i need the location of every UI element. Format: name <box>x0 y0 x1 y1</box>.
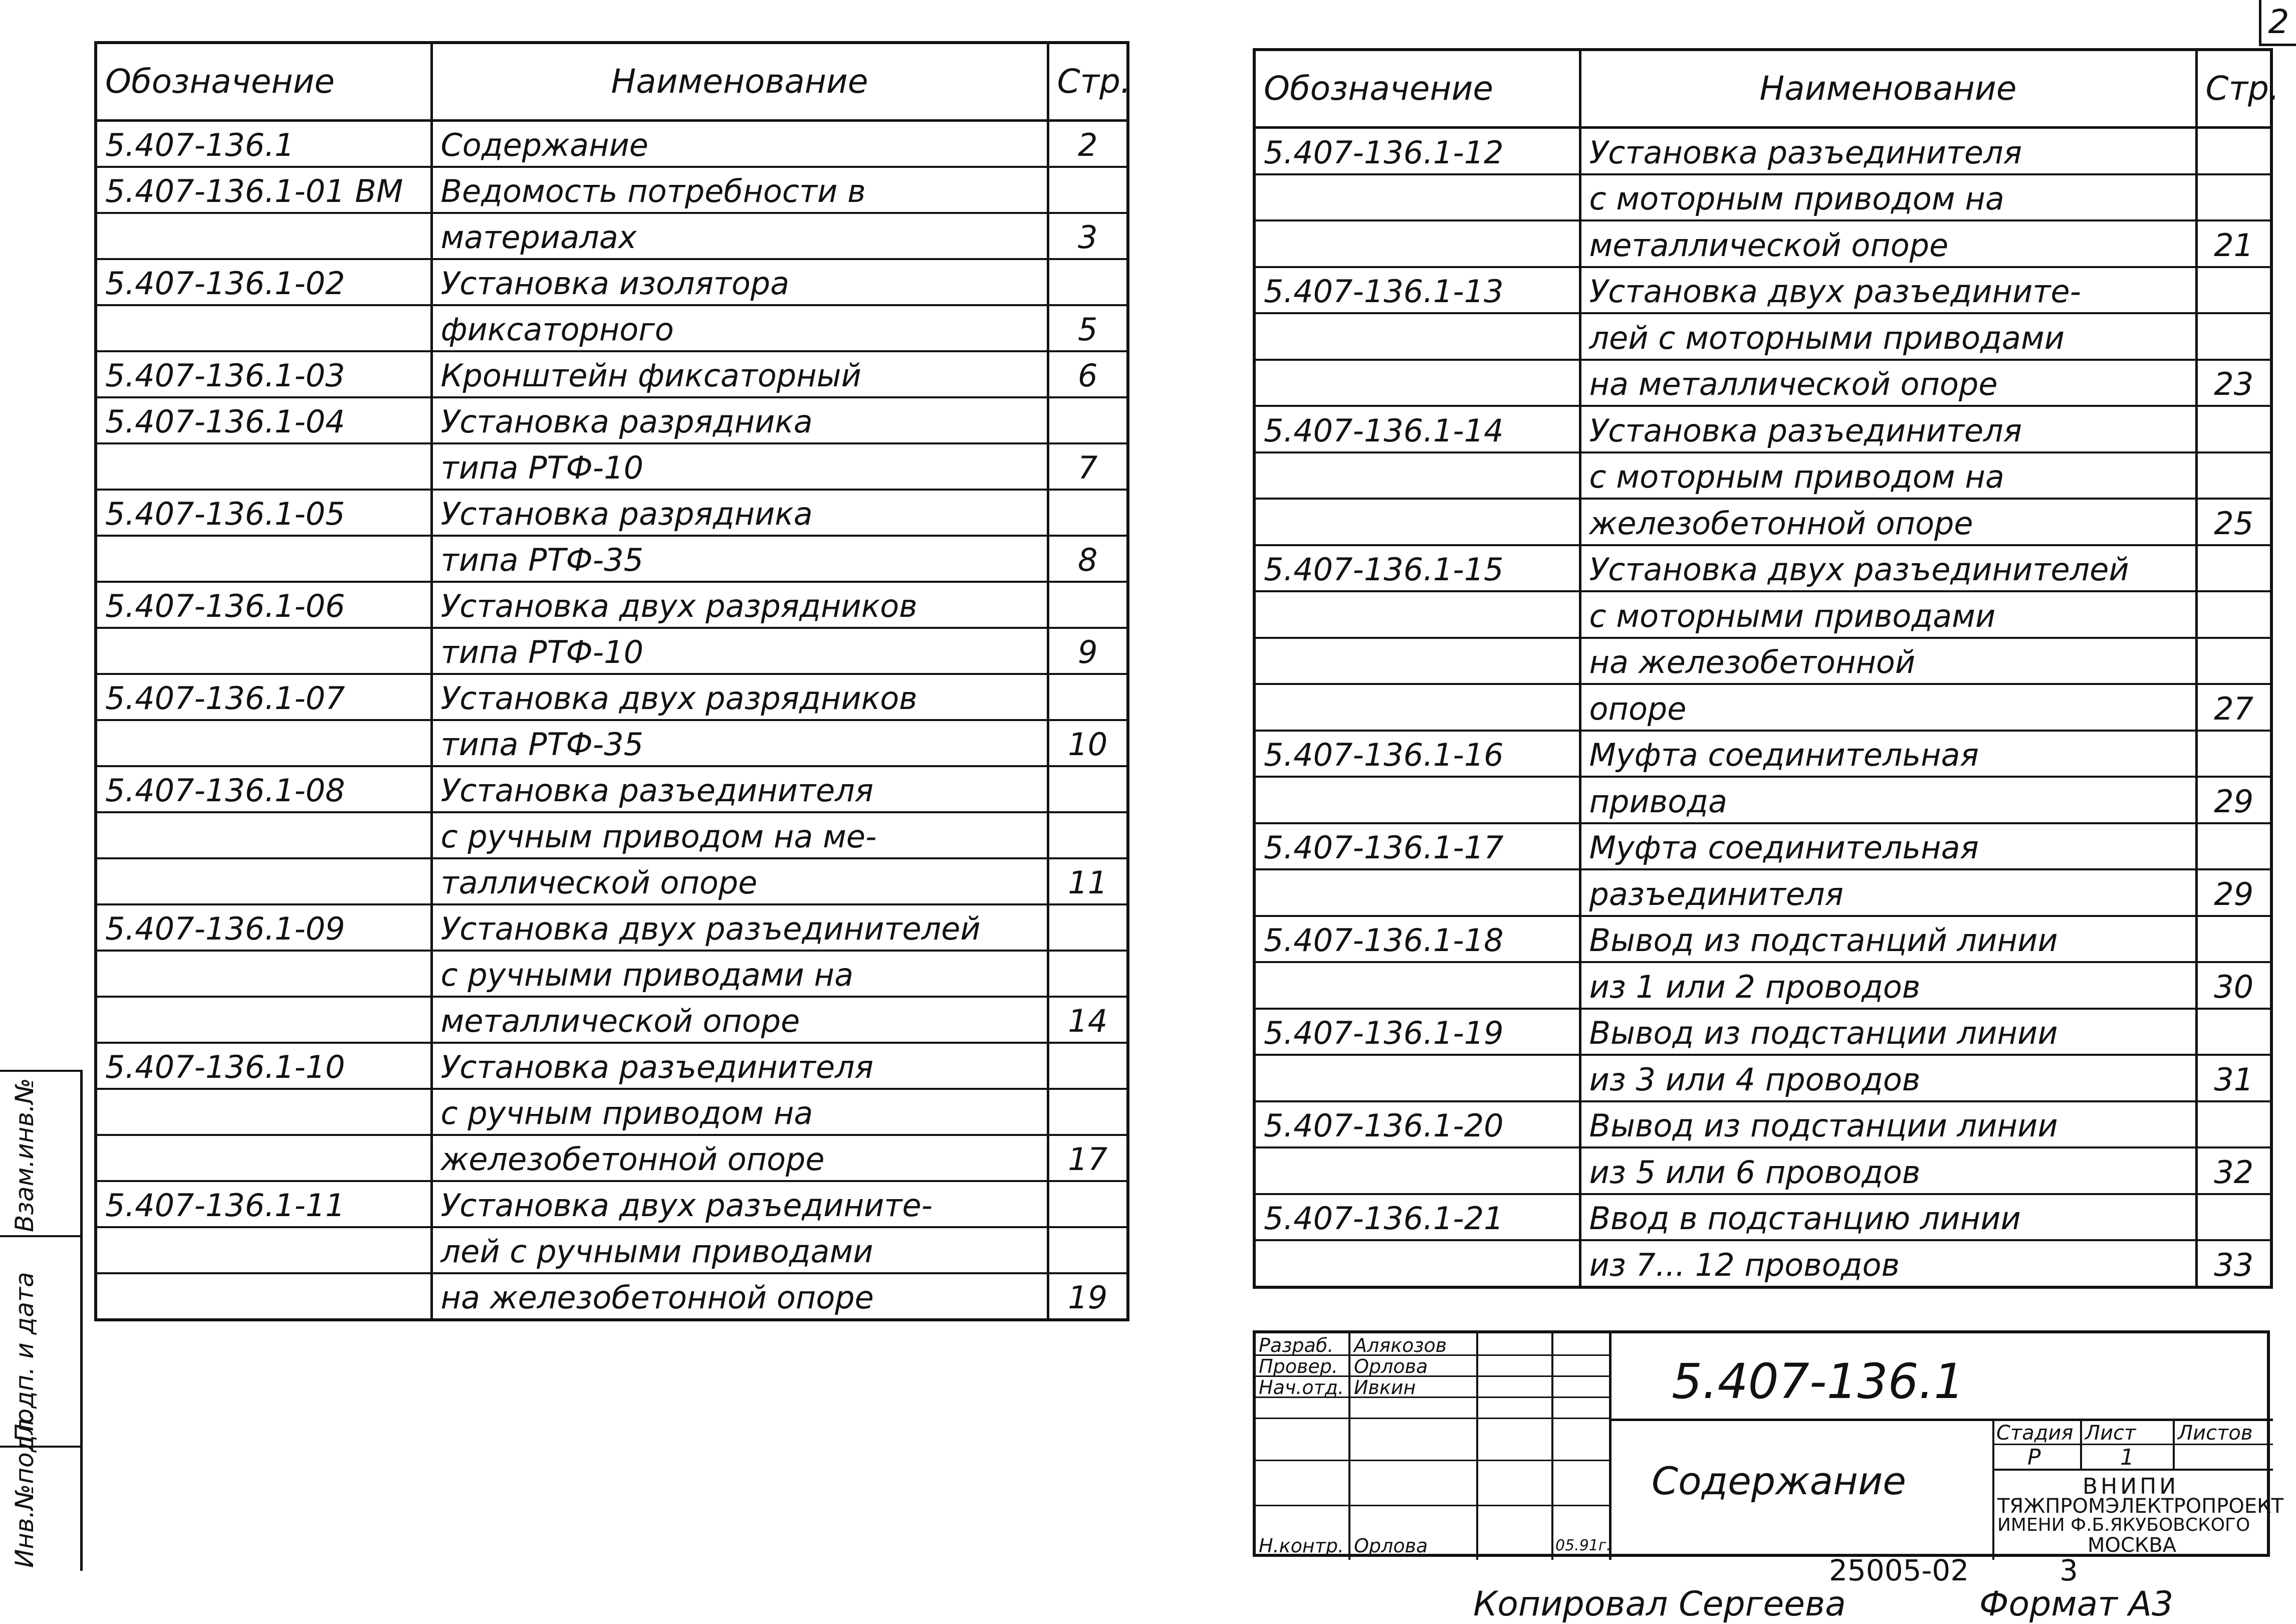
row-name: Установка двух разрядников <box>431 674 1048 720</box>
stamp-person: Орлова <box>1354 1535 1428 1557</box>
row-page <box>2196 174 2271 221</box>
table-row <box>1254 1055 2271 1101</box>
row-page: 11 <box>1048 858 1128 904</box>
row-page <box>1048 397 1128 443</box>
row-code <box>96 951 431 997</box>
row-name: с ручными приводами на <box>431 951 1048 997</box>
org-line-4: МОСКВА <box>2088 1534 2177 1557</box>
row-code <box>96 536 431 582</box>
table-row <box>96 997 1128 1043</box>
stamp-role: Н.контр. <box>1259 1535 1344 1557</box>
row-page <box>2196 916 2271 963</box>
row-code <box>1254 962 1580 1009</box>
row-name: Установка разрядника <box>431 397 1048 443</box>
row-name: металлической опоре <box>431 997 1048 1043</box>
stamp-person: Алякозов <box>1354 1334 1447 1356</box>
row-code: 5.407-136.1-01 ВМ <box>96 167 431 213</box>
row-page <box>1048 582 1128 628</box>
row-page: 9 <box>1048 628 1128 674</box>
table-row <box>1254 452 2271 499</box>
row-page: 7 <box>1048 443 1128 490</box>
row-name: таллической опоре <box>431 858 1048 904</box>
row-code: 5.407-136.1-02 <box>96 259 431 305</box>
row-code: 5.407-136.1-09 <box>96 904 431 951</box>
row-code: 5.407-136.1-15 <box>1254 545 1580 592</box>
table-row <box>96 305 1128 351</box>
stamp-role: Разраб. <box>1259 1334 1334 1356</box>
row-page <box>1048 951 1128 997</box>
row-name: Вывод из подстанций линии <box>1580 916 2196 963</box>
row-page <box>2196 1194 2271 1241</box>
row-page <box>1048 812 1128 858</box>
stamp-role: Нач.отд. <box>1259 1376 1344 1399</box>
row-page: 3 <box>1048 213 1128 259</box>
row-page: 8 <box>1048 536 1128 582</box>
row-code: 5.407-136.1-05 <box>96 490 431 536</box>
row-page <box>2196 313 2271 360</box>
row-page <box>1048 674 1128 720</box>
table-row <box>1254 684 2271 731</box>
row-code <box>96 1135 431 1181</box>
row-name: Вывод из подстанции линии <box>1580 1009 2196 1055</box>
doc-code: 25005-02 <box>1829 1553 1969 1587</box>
row-page: 14 <box>1048 997 1128 1043</box>
sheet-header: Лист <box>2085 1422 2136 1445</box>
sheet-number: 2 <box>2259 0 2296 46</box>
header-name: Наименование <box>431 43 1048 121</box>
row-name: Ввод в подстанцию линии <box>1580 1194 2196 1241</box>
table-row <box>1254 128 2271 174</box>
row-name: с ручным приводом на <box>431 1089 1048 1135</box>
row-name: Установка разъединителя <box>1580 128 2196 174</box>
row-name: на железобетонной опоре <box>431 1273 1048 1320</box>
table-row <box>1254 638 2271 684</box>
row-code <box>96 1089 431 1135</box>
row-page: 17 <box>1048 1135 1128 1181</box>
row-name: Установка разъединителя <box>1580 406 2196 452</box>
row-name: железобетонной опоре <box>431 1135 1048 1181</box>
row-name: типа РТФ-35 <box>431 720 1048 766</box>
row-page: 2 <box>1048 121 1128 167</box>
row-name: Установка разрядника <box>431 490 1048 536</box>
row-code <box>1254 452 1580 499</box>
row-code: 5.407-136.1-13 <box>1254 267 1580 314</box>
table-row <box>96 1181 1128 1227</box>
row-name: Установка двух разъедините- <box>431 1181 1048 1227</box>
row-page: 23 <box>2196 360 2271 406</box>
row-name: Муфта соединительная <box>1580 731 2196 777</box>
row-code: 5.407-136.1-21 <box>1254 1194 1580 1241</box>
row-name: из 1 или 2 проводов <box>1580 962 2196 1009</box>
table-row <box>96 904 1128 951</box>
row-name: на железобетонной <box>1580 638 2196 684</box>
row-code <box>96 858 431 904</box>
row-name: опоре <box>1580 684 2196 731</box>
row-code <box>96 443 431 490</box>
row-page <box>2196 731 2271 777</box>
row-page <box>2196 1101 2271 1148</box>
binding-strip <box>0 1070 83 1571</box>
row-name: металлической опоре <box>1580 220 2196 267</box>
paper-format: Формат А3 <box>1979 1584 2174 1624</box>
row-page: 27 <box>2196 684 2271 731</box>
row-name: лей с моторными приводами <box>1580 313 2196 360</box>
table-row <box>96 1043 1128 1089</box>
table-row <box>1254 916 2271 963</box>
row-name: Муфта соединительная <box>1580 823 2196 870</box>
header-code: Обозначение <box>1254 50 1580 128</box>
row-code: 5.407-136.1-08 <box>96 766 431 812</box>
row-page <box>1048 490 1128 536</box>
org-line-1: ВНИПИ <box>2083 1474 2179 1499</box>
row-code <box>96 628 431 674</box>
org-line-3: ИМЕНИ Ф.Б.ЯКУБОВСКОГО <box>1997 1515 2250 1535</box>
sheet-title: Содержание <box>1652 1459 1906 1503</box>
row-page: 29 <box>2196 869 2271 916</box>
sidebar-cell-inventory <box>0 1411 80 1571</box>
header-page: Стр. <box>1048 43 1128 121</box>
table-row <box>96 121 1128 167</box>
table-row <box>1254 962 2271 1009</box>
row-page: 10 <box>1048 720 1128 766</box>
table-header <box>1254 50 2271 128</box>
stamp-person: Ивкин <box>1354 1376 1416 1399</box>
row-code: 5.407-136.1-04 <box>96 397 431 443</box>
row-name: привода <box>1580 777 2196 823</box>
table-row <box>96 674 1128 720</box>
row-page <box>2196 406 2271 452</box>
row-page: 29 <box>2196 777 2271 823</box>
table-row <box>1254 499 2271 545</box>
table-row <box>1254 1194 2271 1241</box>
row-code: 5.407-136.1-16 <box>1254 731 1580 777</box>
row-code <box>96 1227 431 1273</box>
row-name: материалах <box>431 213 1048 259</box>
table-row <box>1254 777 2271 823</box>
table-row <box>96 490 1128 536</box>
table-row <box>1254 1101 2271 1148</box>
row-code: 5.407-136.1-17 <box>1254 823 1580 870</box>
row-name: Установка разъединителя <box>431 766 1048 812</box>
row-code: 5.407-136.1-10 <box>96 1043 431 1089</box>
table-row <box>1254 220 2271 267</box>
row-page <box>1048 1227 1128 1273</box>
row-code: 5.407-136.1 <box>96 121 431 167</box>
row-name: Установка двух разрядников <box>431 582 1048 628</box>
row-name: Вывод из подстанции линии <box>1580 1101 2196 1148</box>
table-row <box>1254 174 2271 221</box>
sidebar-cell-replacement <box>0 1070 80 1235</box>
row-page <box>2196 823 2271 870</box>
sidebar-label-signature: Подп. и дата <box>10 1272 39 1443</box>
row-name: из 5 или 6 проводов <box>1580 1147 2196 1194</box>
row-page <box>1048 766 1128 812</box>
table-row <box>96 351 1128 397</box>
table-row <box>96 1273 1128 1320</box>
row-name: Установка изолятора <box>431 259 1048 305</box>
row-page: 25 <box>2196 499 2271 545</box>
table-row <box>96 628 1128 674</box>
contents-table-right <box>1253 48 2279 1289</box>
row-code <box>1254 1147 1580 1194</box>
row-page <box>2196 267 2271 314</box>
row-code: 5.407-136.1-19 <box>1254 1009 1580 1055</box>
table-row <box>1254 545 2271 592</box>
row-name: Установка разъединителя <box>431 1043 1048 1089</box>
row-page <box>2196 638 2271 684</box>
row-code: 5.407-136.1-06 <box>96 582 431 628</box>
row-code: 5.407-136.1-18 <box>1254 916 1580 963</box>
row-name: Установка двух разъединителей <box>1580 545 2196 592</box>
row-code: 5.407-136.1-14 <box>1254 406 1580 452</box>
row-code <box>96 213 431 259</box>
copied-by: Копировал Сергеева <box>1473 1584 1846 1624</box>
row-name: Установка двух разъединителей <box>431 904 1048 951</box>
row-name: лей с ручными приводами <box>431 1227 1048 1273</box>
row-page: 6 <box>1048 351 1128 397</box>
row-name: Ведомость потребности в <box>431 167 1048 213</box>
row-page <box>1048 1043 1128 1089</box>
row-code <box>1254 220 1580 267</box>
row-code <box>1254 1055 1580 1101</box>
row-name: на металлической опоре <box>1580 360 2196 406</box>
row-page: 21 <box>2196 220 2271 267</box>
row-page <box>2196 128 2271 174</box>
row-page: 31 <box>2196 1055 2271 1101</box>
row-name: фиксаторного <box>431 305 1048 351</box>
row-name: типа РТФ-10 <box>431 628 1048 674</box>
stamp-role: Провер. <box>1259 1355 1338 1377</box>
row-name: с моторным приводом на <box>1580 452 2196 499</box>
table-row <box>96 766 1128 812</box>
table-row <box>1254 360 2271 406</box>
table-row <box>1254 869 2271 916</box>
header-name: Наименование <box>1580 50 2196 128</box>
table-row <box>96 812 1128 858</box>
table-row <box>1254 591 2271 638</box>
row-code: 5.407-136.1-20 <box>1254 1101 1580 1148</box>
table-row <box>1254 1009 2271 1055</box>
row-code <box>96 720 431 766</box>
row-name: с моторным приводом на <box>1580 174 2196 221</box>
table-row <box>96 858 1128 904</box>
stage-value: Р <box>2027 1445 2041 1470</box>
row-code <box>96 997 431 1043</box>
table-row <box>1254 823 2271 870</box>
sheets-header: Листов <box>2178 1422 2253 1445</box>
table-row <box>96 167 1128 213</box>
row-page <box>1048 1181 1128 1227</box>
row-page <box>1048 259 1128 305</box>
row-name: разъединителя <box>1580 869 2196 916</box>
row-name: с моторными приводами <box>1580 591 2196 638</box>
row-page: 33 <box>2196 1240 2271 1287</box>
table-row <box>1254 1147 2271 1194</box>
table-row <box>96 720 1128 766</box>
row-page <box>2196 591 2271 638</box>
row-name: из 3 или 4 проводов <box>1580 1055 2196 1101</box>
row-page <box>2196 545 2271 592</box>
doc-code-suffix: 3 <box>2059 1553 2078 1587</box>
row-name: из 7... 12 проводов <box>1580 1240 2196 1287</box>
table-row <box>96 1135 1128 1181</box>
control-date: 05.91г. <box>1555 1537 1612 1554</box>
stage-header: Стадия <box>1996 1422 2074 1445</box>
table-row <box>96 443 1128 490</box>
stamp-person: Орлова <box>1354 1355 1428 1377</box>
org-line-2: ТЯЖПРОМЭЛЕКТРОПРОЕКТ <box>1997 1495 2284 1518</box>
row-code <box>1254 313 1580 360</box>
row-page <box>1048 167 1128 213</box>
row-code: 5.407-136.1-12 <box>1254 128 1580 174</box>
row-name: типа РТФ-10 <box>431 443 1048 490</box>
row-code <box>1254 638 1580 684</box>
sidebar-label-replacement: Взам.инв.№ <box>10 1078 39 1232</box>
row-page: 5 <box>1048 305 1128 351</box>
sidebar-label-inventory: Инв.№подл. <box>10 1411 39 1568</box>
row-code <box>1254 499 1580 545</box>
table-header <box>96 43 1128 121</box>
row-code: 5.407-136.1-07 <box>96 674 431 720</box>
table-row <box>96 1089 1128 1135</box>
header-page: Стр. <box>2196 50 2271 128</box>
row-page <box>2196 1009 2271 1055</box>
row-page: 19 <box>1048 1273 1128 1320</box>
table-row <box>96 259 1128 305</box>
contents-table-left <box>94 41 1129 1321</box>
table-row <box>96 536 1128 582</box>
row-code <box>96 812 431 858</box>
row-name: железобетонной опоре <box>1580 499 2196 545</box>
table-row <box>96 582 1128 628</box>
table-row <box>1254 267 2271 314</box>
table-row <box>1254 731 2271 777</box>
row-page: 30 <box>2196 962 2271 1009</box>
row-code <box>1254 1240 1580 1287</box>
designation: 5.407-136.1 <box>1672 1353 1965 1410</box>
row-name: типа РТФ-35 <box>431 536 1048 582</box>
table-row <box>1254 1240 2271 1287</box>
table-row <box>96 397 1128 443</box>
row-name: с ручным приводом на ме- <box>431 812 1048 858</box>
row-code: 5.407-136.1-11 <box>96 1181 431 1227</box>
header-code: Обозначение <box>96 43 431 121</box>
row-code <box>1254 777 1580 823</box>
title-block <box>1253 1330 2284 1557</box>
sheet-value: 1 <box>2120 1445 2134 1470</box>
row-code <box>1254 174 1580 221</box>
row-page <box>2196 452 2271 499</box>
row-code: 5.407-136.1-03 <box>96 351 431 397</box>
row-code <box>1254 869 1580 916</box>
table-row <box>1254 406 2271 452</box>
row-page <box>1048 1089 1128 1135</box>
row-name: Содержание <box>431 121 1048 167</box>
row-code <box>1254 360 1580 406</box>
table-row <box>96 213 1128 259</box>
row-page: 32 <box>2196 1147 2271 1194</box>
table-row <box>1254 313 2271 360</box>
row-code <box>1254 591 1580 638</box>
table-row <box>96 951 1128 997</box>
row-code <box>96 305 431 351</box>
row-page <box>1048 904 1128 951</box>
row-name: Кронштейн фиксаторный <box>431 351 1048 397</box>
row-name: Установка двух разъедините- <box>1580 267 2196 314</box>
row-code <box>96 1273 431 1320</box>
table-row <box>96 1227 1128 1273</box>
row-code <box>1254 684 1580 731</box>
